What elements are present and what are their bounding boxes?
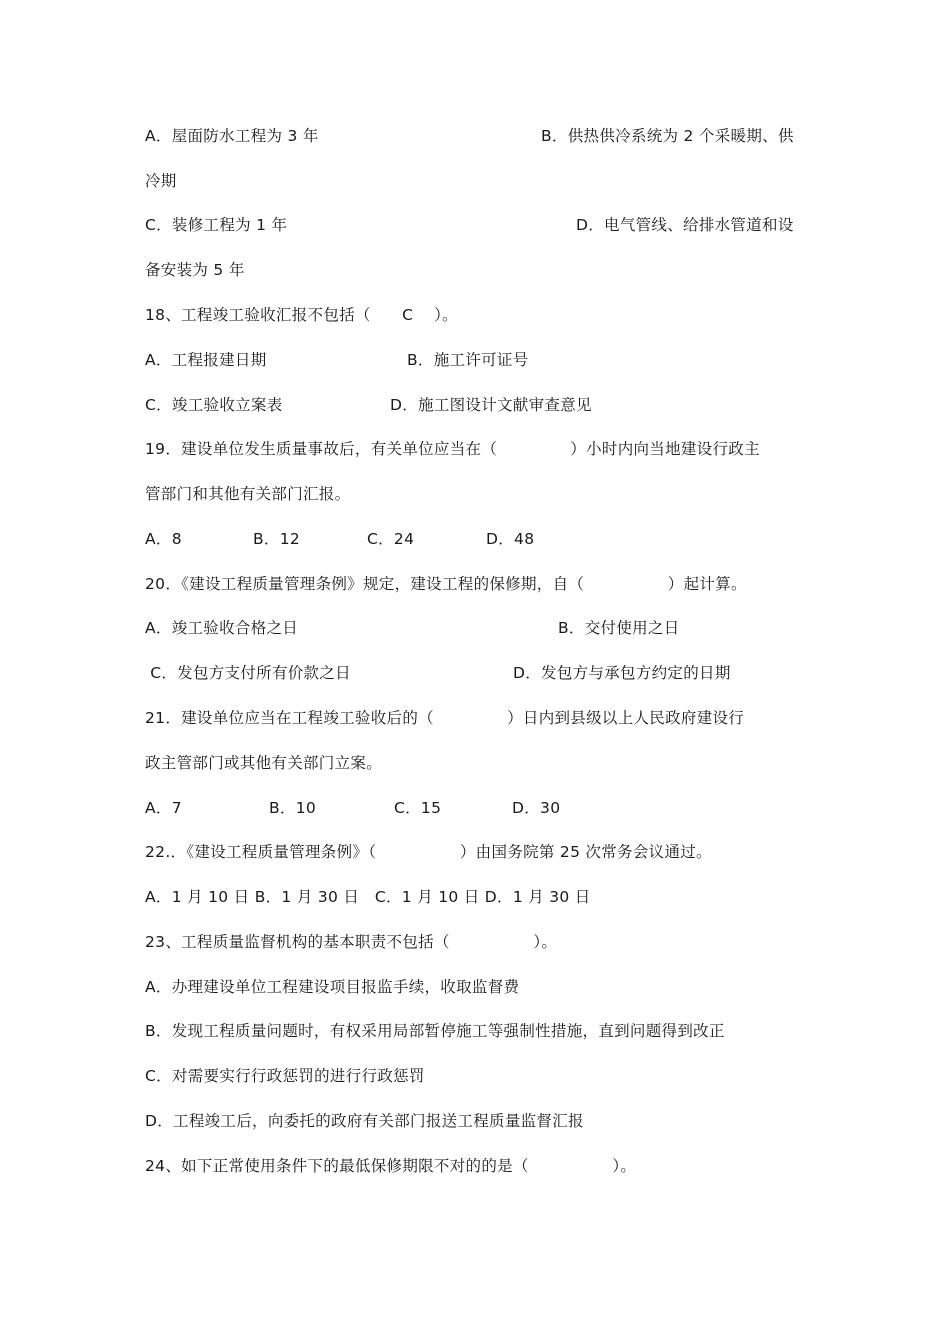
q21-option-a: A．7 — [145, 799, 182, 817]
q21-option-b: B．10 — [269, 799, 317, 817]
q19-question-continued: 管部门和其他有关部门汇报。 — [145, 485, 351, 503]
q19-option-c: C．24 — [367, 530, 415, 548]
q21-question: 21．建设单位应当在工程竣工验收后的（ ）日内到县级以上人民政府建设行 — [145, 709, 745, 727]
q23-option-d: D．工程竣工后，向委托的政府有关部门报送工程质量监督汇报 — [145, 1112, 584, 1130]
q18-option-c: C．竣工验收立案表 — [145, 396, 283, 414]
q17-option-c: C．装修工程为 1 年 — [145, 216, 288, 234]
q17-option-b: B．供热供冷系统为 2 个采暖期、供 — [541, 127, 794, 145]
q23-question: 23、工程质量监督机构的基本职责不包括（ ）。 — [145, 933, 558, 951]
q23-option-b: B．发现工程质量问题时，有权采用局部暂停施工等强制性措施，直到问题得到改正 — [145, 1022, 725, 1040]
q21-question-continued: 政主管部门或其他有关部门立案。 — [145, 754, 383, 772]
q19-question: 19．建设单位发生质量事故后，有关单位应当在（ ）小时内向当地建设行政主 — [145, 440, 760, 458]
q20-option-c: C．发包方支付所有价款之日 — [145, 664, 351, 682]
q22-question: 22.．《建设工程质量管理条例》（ ）由国务院第 25 次常务会议通过。 — [145, 843, 712, 861]
q19-option-b: B．12 — [253, 530, 301, 548]
q23-option-c: C．对需要实行行政惩罚的进行行政惩罚 — [145, 1067, 425, 1085]
q19-option-a: A．8 — [145, 530, 182, 548]
q20-option-a: A．竣工验收合格之日 — [145, 619, 299, 637]
q17-option-a: A．屋面防水工程为 3 年 — [145, 127, 319, 145]
q17-option-d-continued: 备安装为 5 年 — [145, 261, 245, 279]
q17-option-b-continued: 冷期 — [145, 172, 177, 190]
q21-option-c: C．15 — [394, 799, 442, 817]
q20-option-b: B．交付使用之日 — [558, 619, 680, 637]
q17-option-d: D．电气管线、给排水管道和设 — [576, 216, 794, 234]
q23-option-a: A．办理建设单位工程建设项目报监手续，收取监督费 — [145, 978, 520, 996]
q18-option-a: A．工程报建日期 — [145, 351, 267, 369]
q20-question: 20．《建设工程质量管理条例》规定，建设工程的保修期，自（ ）起计算。 — [145, 575, 747, 593]
q19-option-d: D．48 — [486, 530, 535, 548]
q18-question: 18、工程竣工验收汇报不包括（ C ）。 — [145, 306, 458, 324]
q18-option-d: D．施工图设计文献审查意见 — [390, 396, 592, 414]
q24-question: 24、如下正常使用条件下的最低保修期限不对的的是（ ）。 — [145, 1157, 637, 1175]
q22-options: A．1 月 10 日 B．1 月 30 日 C．1 月 10 日 D．1 月 30 日 — [145, 888, 591, 906]
q20-option-d: D．发包方与承包方约定的日期 — [513, 664, 731, 682]
q18-option-b: B．施工许可证号 — [407, 351, 529, 369]
q21-option-d: D．30 — [512, 799, 561, 817]
